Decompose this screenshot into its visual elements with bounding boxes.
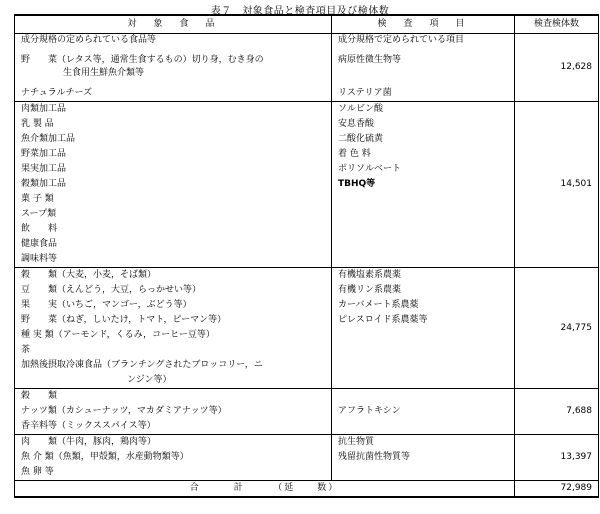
food-line: 肉類加工品 <box>21 103 67 114</box>
food-line: 魚 介 類（魚類，甲殻類，水産動物類等） <box>21 451 189 462</box>
count-cell: 13,397 <box>515 434 599 480</box>
food-line: 穀 類（大麦，小麦，そば類） <box>21 269 157 280</box>
food-inspection-table <box>14 14 599 498</box>
item-line: リステリア菌 <box>338 88 392 99</box>
item-cell <box>332 434 515 480</box>
item-line: 病原性微生物等 <box>338 54 402 65</box>
item-line <box>332 389 514 404</box>
item-line: 残留抗菌性物質等 <box>338 451 411 462</box>
header-food: 対 象 食 品 <box>15 15 332 34</box>
table-row <box>15 267 599 388</box>
item-cell <box>332 267 515 388</box>
table-row <box>15 101 599 267</box>
food-cell <box>15 267 332 388</box>
item-line: 着 色 料 <box>338 148 371 159</box>
food-line: 種 実 類（アーモンド，くるみ，コーヒー豆等） <box>21 329 215 340</box>
food-line: ンジン等） <box>127 374 172 385</box>
food-line: 生食用生鮮魚介類等 <box>63 68 145 79</box>
item-line: カーバメート系農薬 <box>338 299 419 310</box>
food-line: 乳 製 品 <box>21 118 54 129</box>
item-line: ソルビン酸 <box>338 103 384 114</box>
food-cell <box>15 388 332 434</box>
table-row <box>15 34 599 102</box>
food-line: 飲 料 <box>21 223 58 234</box>
table-row <box>15 434 599 480</box>
food-line: 菓 子 類 <box>21 193 54 204</box>
total-row <box>15 480 599 497</box>
total-count: 72,989 <box>515 480 599 497</box>
table-title: 表７ 対象食品と検査項目及び検体数 <box>210 6 390 17</box>
food-line: 野 菜（ねぎ，しいたけ，トマト，ピーマン等） <box>21 314 227 325</box>
food-line: 野菜加工品 <box>21 148 67 159</box>
item-line: ピレスロイド系農薬等 <box>338 314 428 325</box>
food-cell <box>15 434 332 480</box>
food-line: 魚介類加工品 <box>21 133 76 144</box>
food-line: ナッツ類（カシューナッツ，マカダミアナッツ等） <box>21 405 227 416</box>
item-cell <box>332 101 515 267</box>
food-line: 肉 類（牛肉，豚肉，鶏肉等） <box>21 436 157 447</box>
item-line: 二酸化硫黄 <box>338 133 384 144</box>
food-line: 穀 類 <box>21 390 58 401</box>
count-cell: 12,628 <box>515 34 599 102</box>
item-line <box>332 67 514 81</box>
food-cell <box>15 34 332 102</box>
food-line: スープ類 <box>21 208 57 219</box>
item-line: 成分規格で定められている項目 <box>338 35 465 45</box>
food-line: 香辛料等（ミックススパイス等） <box>21 420 156 431</box>
item-cell <box>332 34 515 102</box>
food-line: ナチュラルチーズ <box>21 88 93 99</box>
item-line: TBHQ等 <box>338 178 376 189</box>
food-line: 魚 卵 等 <box>21 466 54 477</box>
count-cell: 24,775 <box>515 267 599 388</box>
food-line: 穀類加工品 <box>21 178 67 189</box>
food-line: 健康食品 <box>21 238 58 249</box>
food-cell <box>15 101 332 267</box>
food-line: 成分規格の定められている食品等 <box>21 35 157 45</box>
food-line: 加熱後摂取冷凍食品（ブランチングされたブロッコリー，ニ <box>21 359 263 370</box>
food-line: 果 実（いちご，マンゴー，ぶどう等） <box>21 299 192 310</box>
item-cell <box>332 388 515 434</box>
item-line: アフラトキシン <box>338 405 401 416</box>
item-line: 有機塩素系農薬 <box>338 269 402 280</box>
food-line: 豆 類（えんどう，大豆，らっかせい等） <box>21 284 202 295</box>
header-row <box>15 15 599 34</box>
item-line: 抗生物質 <box>338 436 375 447</box>
food-line: 果実加工品 <box>21 163 67 174</box>
count-cell: 14,501 <box>515 101 599 267</box>
header-count: 検査検体数 <box>515 15 599 34</box>
food-line: 野 菜（レタス等，通常生食するもの）切り身，むき身の <box>21 54 264 65</box>
food-line: 茶 <box>21 344 31 355</box>
header-item: 検 査 項 目 <box>332 15 515 34</box>
food-line: 調味料等 <box>21 253 58 264</box>
item-line: 有機リン系農薬 <box>338 284 402 295</box>
item-line: 安息香酸 <box>338 118 375 129</box>
item-line: ポリソルベート <box>338 163 402 174</box>
count-cell: 7,688 <box>515 388 599 434</box>
total-label: 合 計 （延 数） <box>15 480 515 497</box>
table-row <box>15 388 599 434</box>
